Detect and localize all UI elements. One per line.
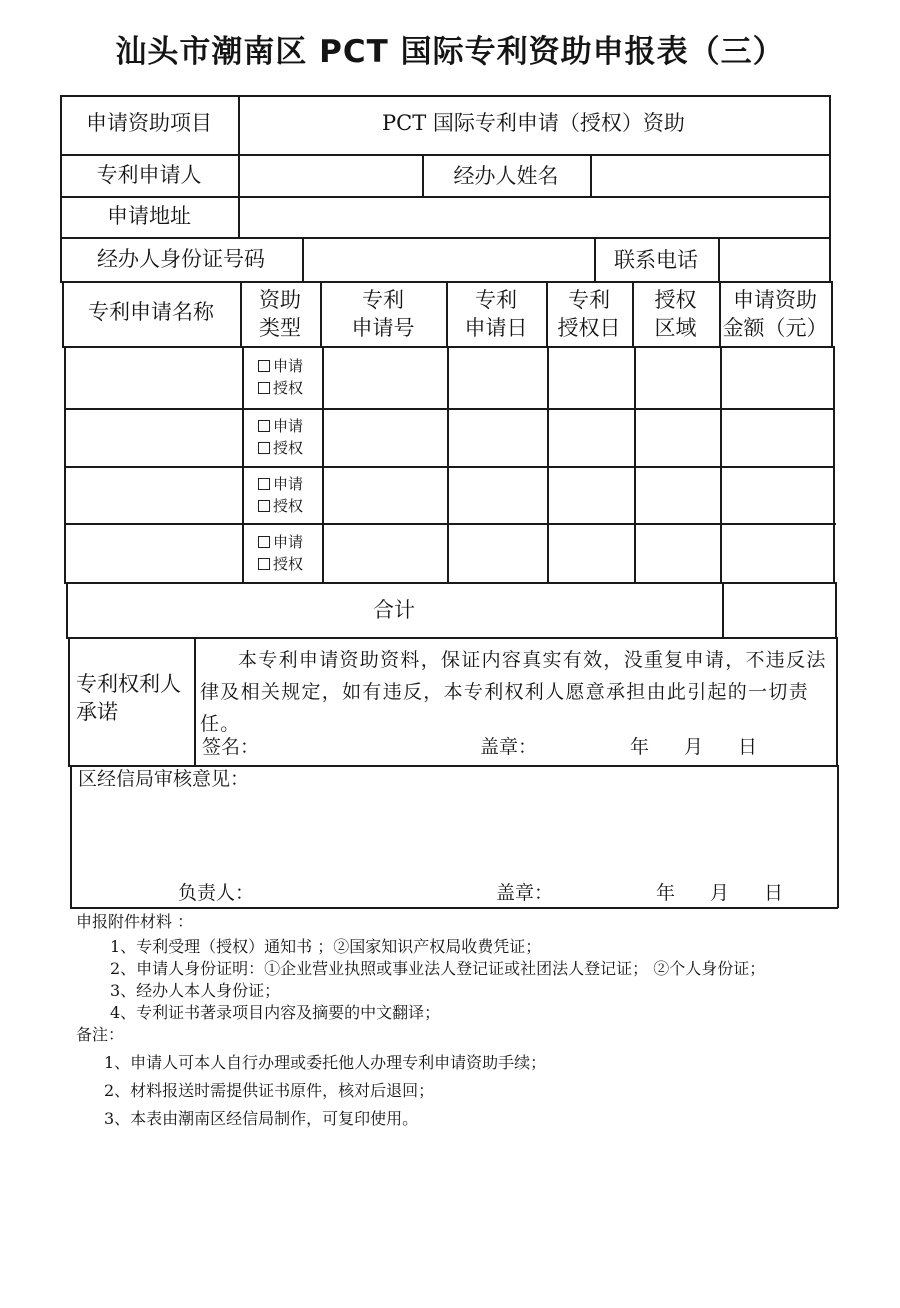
agent-name-label: 经办人姓名 <box>453 164 559 188</box>
review-day-label: 日 <box>764 882 784 904</box>
address-label: 申请地址 <box>107 204 191 228</box>
funding-type-checkboxes <box>258 531 303 575</box>
date-year-label: 年 <box>630 736 650 758</box>
checkbox-apply[interactable]: 申请 <box>258 473 303 495</box>
address-field[interactable] <box>240 198 828 235</box>
remark-item: 1、申请人可本人自行办理或委托他人办理专利申请资助手续； <box>104 1053 547 1072</box>
remarks-heading: 备注： <box>76 1025 125 1044</box>
total-amount-field[interactable] <box>724 584 834 636</box>
total-label: 合计 <box>373 598 415 622</box>
attachment-item: 3、经办人本人身份证； <box>110 981 281 1000</box>
checkbox-grant[interactable]: 授权 <box>258 553 303 575</box>
seal-label: 盖章： <box>480 736 538 758</box>
agent-id-label: 经办人身份证号码 <box>97 247 265 271</box>
checkbox-grant[interactable]: 授权 <box>258 495 303 517</box>
review-month-label: 月 <box>710 882 730 904</box>
attachment-item: 1、专利受理（授权）通知书 ；②国家知识产权局收费凭证； <box>110 937 542 956</box>
phone-label: 联系电话 <box>614 248 698 272</box>
project-value: PCT 国际专利申请（授权）资助 <box>382 111 685 135</box>
attachment-item: 2、申请人身份证明：①企业营业执照或事业法人登记证或社团法人登记证； ②个人身份证； <box>110 959 766 978</box>
attachments-heading: 申报附件材料 ： <box>76 912 194 931</box>
header-amount: 申请资助 金额（元） <box>722 288 828 340</box>
checkbox-apply[interactable]: 申请 <box>258 415 303 437</box>
applicant-label: 专利申请人 <box>96 163 202 187</box>
header-funding-type: 资助 类型 <box>259 288 301 340</box>
header-application-number: 专利 申请号 <box>351 288 415 340</box>
agent-name-field[interactable] <box>592 156 828 194</box>
review-opinion-field[interactable] <box>74 795 834 875</box>
funding-type-checkboxes <box>258 415 303 459</box>
header-patent-name: 专利申请名称 <box>88 300 214 324</box>
review-label: 区经信局审核意见： <box>78 768 250 790</box>
checkbox-grant[interactable]: 授权 <box>258 377 303 399</box>
sign-label: 签名： <box>202 736 260 758</box>
applicant-field[interactable] <box>240 156 420 194</box>
funding-type-checkboxes <box>258 473 303 517</box>
header-application-date: 专利 申请日 <box>464 288 528 340</box>
phone-field[interactable] <box>720 239 828 279</box>
review-seal-label: 盖章： <box>496 882 554 904</box>
checkbox-grant[interactable]: 授权 <box>258 437 303 459</box>
attachment-item: 4、专利证书著录项目内容及摘要的中文翻译； <box>110 1003 441 1022</box>
remark-item: 2、材料报送时需提供证书原件，核对后退回； <box>104 1081 435 1100</box>
promise-label: 专利权利人 承诺 <box>76 672 181 724</box>
agent-id-field[interactable] <box>304 239 592 279</box>
checkbox-apply[interactable]: 申请 <box>258 531 303 553</box>
header-grant-region: 授权 区域 <box>654 288 697 340</box>
remark-item: 3、本表由潮南区经信局制作，可复印使用。 <box>104 1109 419 1128</box>
responsible-person-label: 负责人： <box>178 882 255 904</box>
checkbox-apply[interactable]: 申请 <box>258 355 303 377</box>
date-month-label: 月 <box>684 736 704 758</box>
header-grant-date: 专利 授权日 <box>557 288 621 340</box>
date-day-label: 日 <box>738 736 758 758</box>
review-year-label: 年 <box>656 882 676 904</box>
promise-text: 本专利申请资助资料，保证内容真实有效，没重复申请，不违反法律及相关规定，如有违反，本专利权利人愿意承担由此引起的一切责任。 <box>200 649 827 735</box>
form-title: 汕头市潮南区 PCT 国际专利资助申报表（三） <box>115 34 785 70</box>
funding-type-checkboxes <box>258 355 303 399</box>
project-label: 申请资助项目 <box>86 111 212 135</box>
